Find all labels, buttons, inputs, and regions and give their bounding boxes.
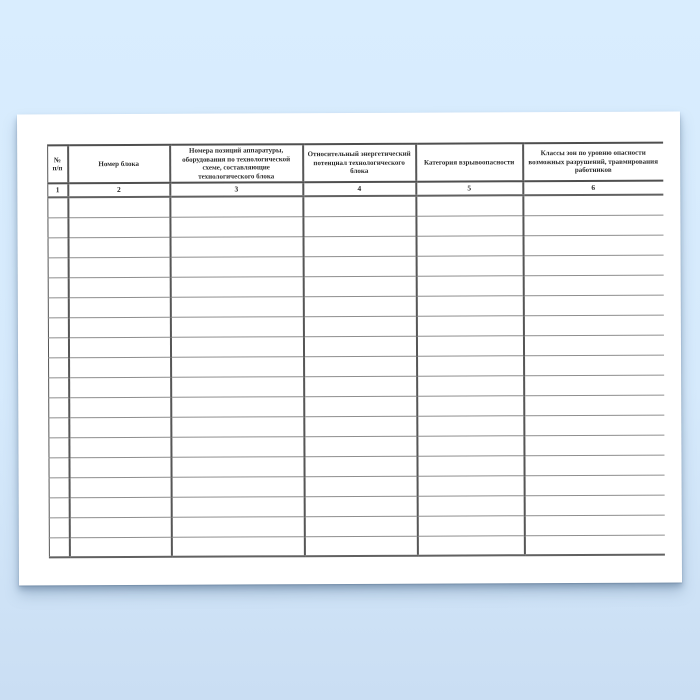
empty-cell	[69, 457, 171, 477]
empty-cell	[523, 195, 663, 216]
empty-cell	[416, 275, 523, 295]
empty-cell	[48, 337, 68, 357]
empty-cell	[416, 315, 523, 335]
empty-cell	[170, 276, 303, 297]
empty-cell	[417, 455, 524, 475]
column-header-2: Номер блока	[68, 145, 170, 183]
empty-cell	[49, 357, 69, 377]
empty-cell	[524, 375, 664, 396]
table-row	[48, 215, 663, 238]
empty-cell	[68, 317, 170, 337]
empty-cell	[523, 315, 663, 336]
table-row	[48, 335, 663, 358]
empty-cell	[171, 396, 304, 417]
column-number-3: 3	[170, 182, 303, 197]
empty-cell	[171, 416, 304, 437]
empty-cell	[304, 496, 417, 516]
empty-cell	[416, 215, 523, 235]
empty-cell	[171, 456, 304, 477]
empty-cell	[524, 355, 664, 376]
empty-cell	[69, 517, 171, 537]
empty-cell	[304, 416, 417, 436]
empty-cell	[49, 517, 69, 537]
empty-cell	[416, 295, 523, 315]
empty-cell	[68, 337, 170, 357]
empty-cell	[49, 437, 69, 457]
empty-cell	[68, 217, 170, 237]
empty-cell	[417, 475, 524, 495]
empty-cell	[49, 497, 69, 517]
empty-cell	[523, 215, 663, 236]
table-row	[49, 515, 664, 538]
empty-cell	[303, 316, 416, 336]
empty-cell	[304, 516, 417, 536]
empty-cell	[69, 497, 171, 517]
column-number-4: 4	[303, 182, 416, 196]
empty-cell	[523, 295, 663, 316]
empty-cell	[48, 317, 68, 337]
empty-cell	[48, 237, 68, 257]
empty-cell	[303, 236, 416, 256]
empty-cell	[68, 297, 170, 317]
empty-cell	[303, 216, 416, 236]
empty-cell	[417, 435, 524, 455]
hazard-blocks-form-table	[47, 142, 664, 559]
empty-cell	[170, 236, 303, 257]
table-row	[49, 375, 664, 398]
empty-cell	[69, 377, 171, 397]
empty-cell	[304, 396, 417, 416]
empty-cell	[524, 415, 664, 436]
table-row	[48, 315, 663, 338]
empty-cell	[170, 196, 303, 217]
empty-cell	[417, 515, 524, 535]
empty-cell	[171, 516, 304, 537]
table-row	[49, 475, 664, 498]
document-page	[17, 112, 682, 586]
empty-cell	[49, 377, 69, 397]
empty-cell	[304, 456, 417, 476]
table-row	[48, 275, 663, 298]
column-header-4: Относительный энергетический потенциал технологического блока	[303, 144, 416, 182]
empty-cell	[524, 515, 664, 536]
empty-cell	[304, 476, 417, 496]
empty-cell	[416, 195, 523, 215]
empty-cell	[69, 477, 171, 497]
empty-cell	[48, 277, 68, 297]
empty-cell	[417, 375, 524, 395]
empty-cell	[171, 496, 304, 517]
column-header-5: Категория взрывоопасности	[416, 143, 523, 181]
table-row	[49, 435, 664, 458]
empty-cell	[523, 275, 663, 296]
empty-cell	[48, 297, 68, 317]
empty-cell	[303, 196, 416, 216]
table-row	[48, 255, 663, 278]
empty-cell	[170, 216, 303, 237]
table-row	[48, 295, 663, 318]
column-number-6: 6	[523, 181, 663, 196]
table-row	[49, 395, 664, 418]
empty-cell	[69, 437, 171, 457]
empty-cell	[171, 356, 304, 377]
empty-cell	[69, 417, 171, 437]
empty-cell	[49, 397, 69, 417]
empty-cell	[170, 296, 303, 317]
empty-cell	[303, 296, 416, 316]
empty-cell	[69, 537, 171, 557]
empty-cell	[68, 197, 170, 217]
empty-cell	[524, 435, 664, 456]
empty-cell	[417, 495, 524, 515]
empty-cell	[170, 256, 303, 277]
empty-cell	[304, 436, 417, 456]
empty-cell	[170, 336, 303, 357]
empty-cell	[171, 536, 304, 557]
empty-cell	[49, 537, 69, 557]
table-row	[49, 535, 664, 558]
column-number-2: 2	[68, 183, 170, 197]
empty-cell	[303, 276, 416, 296]
column-number-1: 1	[48, 183, 68, 197]
empty-cell	[171, 436, 304, 457]
table-row	[49, 455, 664, 478]
empty-cell	[523, 255, 663, 276]
column-header-3: Номера позиций аппаратуры, оборудования по технологической схеме, составляющие технологического блока	[170, 144, 303, 183]
empty-cell	[48, 257, 68, 277]
table-row	[49, 355, 664, 378]
empty-cell	[523, 235, 663, 256]
empty-cell	[69, 357, 171, 377]
table-row	[49, 495, 664, 518]
empty-cell	[303, 256, 416, 276]
table-row	[48, 195, 663, 218]
empty-cell	[523, 335, 663, 356]
empty-cell	[68, 257, 170, 277]
empty-cell	[417, 395, 524, 415]
empty-cell	[524, 455, 664, 476]
table-row	[48, 235, 663, 258]
empty-cell	[171, 476, 304, 497]
empty-cell	[524, 535, 664, 556]
empty-cell	[48, 217, 68, 237]
table-row	[49, 415, 664, 438]
empty-cell	[303, 336, 416, 356]
empty-cell	[304, 536, 417, 556]
table-header-row	[48, 143, 663, 184]
empty-cell	[68, 277, 170, 297]
empty-cell	[171, 376, 304, 397]
empty-cell	[304, 356, 417, 376]
empty-cell	[417, 355, 524, 375]
empty-cell	[49, 477, 69, 497]
empty-cell	[524, 475, 664, 496]
empty-cell	[417, 535, 524, 555]
empty-cell	[524, 395, 664, 416]
empty-cell	[416, 335, 523, 355]
table-body	[48, 195, 665, 558]
empty-cell	[304, 376, 417, 396]
column-header-1: № п/п	[48, 145, 68, 183]
empty-cell	[48, 197, 68, 217]
empty-cell	[49, 417, 69, 437]
empty-cell	[49, 457, 69, 477]
column-number-5: 5	[416, 181, 523, 195]
empty-cell	[417, 415, 524, 435]
empty-cell	[524, 495, 664, 516]
empty-cell	[68, 237, 170, 257]
empty-cell	[416, 235, 523, 255]
column-header-6: Классы зон по уровню опасности возможных разрушений, травмирования работников	[523, 143, 663, 182]
empty-cell	[416, 255, 523, 275]
empty-cell	[170, 316, 303, 337]
empty-cell	[69, 397, 171, 417]
